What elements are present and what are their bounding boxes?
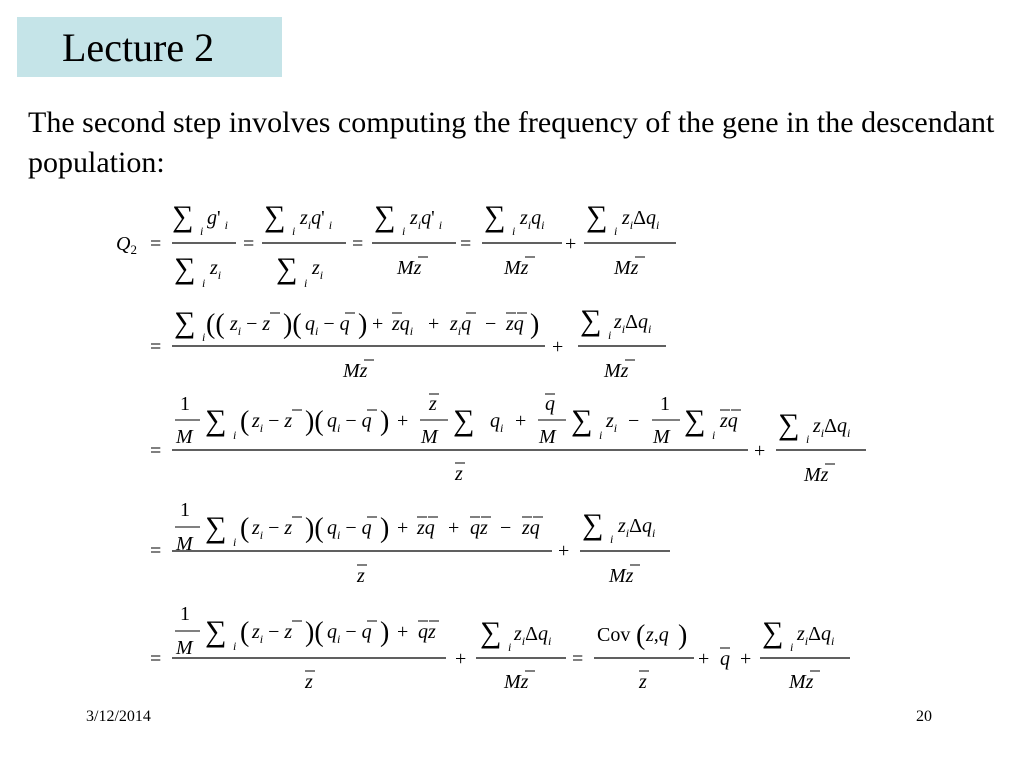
svg-text:∑: ∑ (374, 200, 396, 233)
svg-text:Mz: Mz (504, 671, 529, 693)
equation-row-2 (150, 304, 666, 382)
svg-text:∑: ∑ (484, 200, 506, 233)
svg-text:z,q: z,q (646, 624, 669, 646)
svg-text:i: i (608, 328, 612, 342)
svg-text:∑: ∑ (205, 615, 227, 648)
svg-text:zi: $z_i$ (210, 257, 222, 282)
svg-text:+: + (565, 233, 577, 255)
svg-text:+: + (397, 517, 409, 539)
svg-text:−: − (500, 517, 512, 539)
svg-text:qi − q: $q_i - q$ (327, 517, 372, 542)
svg-text:∑: ∑ (684, 404, 706, 437)
svg-text:∑: ∑ (571, 404, 593, 437)
svg-text:+: + (740, 648, 752, 670)
svg-text:+: + (552, 336, 564, 358)
svg-text:): ) (678, 620, 688, 651)
svg-text:i: i (712, 428, 716, 442)
svg-text:zqi: $zq_i$ (392, 313, 414, 338)
svg-text:M: M (539, 426, 556, 448)
svg-text:∑: ∑ (174, 306, 196, 339)
svg-text:=: = (460, 233, 472, 255)
svg-text:i: i (233, 535, 237, 549)
svg-text:i: i (599, 428, 603, 442)
svg-text:)(: )( (305, 406, 324, 437)
svg-text:i: i (202, 276, 206, 290)
svg-text:zq: zq (417, 517, 435, 539)
svg-text:∑: ∑ (276, 252, 298, 285)
svg-text:zq: zq (506, 313, 524, 335)
svg-text:i: i (292, 224, 296, 238)
svg-text:−: − (628, 410, 640, 432)
svg-text:∑: ∑ (205, 404, 227, 437)
svg-text:∑: ∑ (762, 616, 784, 649)
svg-text:M: M (176, 637, 193, 659)
slide-title: Lecture 2 (62, 25, 215, 70)
svg-text:qz: qz (418, 621, 436, 643)
svg-text:=: = (150, 540, 162, 562)
svg-text:=: = (243, 233, 255, 255)
svg-text:i: i (304, 276, 308, 290)
svg-text:): ) (380, 406, 390, 437)
svg-text:−: − (485, 313, 497, 335)
svg-text:(: ( (240, 617, 250, 648)
svg-text:∑: ∑ (174, 252, 196, 285)
svg-text:M: M (421, 426, 438, 448)
svg-text:Q2: $Q_2$ (116, 233, 137, 257)
svg-text:): ) (358, 309, 368, 340)
svg-text:+: + (397, 621, 409, 643)
svg-text:ziΔqi: $z_i\Delta q_i$ (614, 311, 652, 336)
svg-text:g'i: g' $_i$ (207, 207, 228, 232)
equation-row-5 (150, 603, 850, 693)
svg-text:=: = (150, 440, 162, 462)
svg-text:Cov: Cov (597, 624, 631, 646)
svg-text:): ) (380, 617, 390, 648)
svg-text:Mz: Mz (609, 565, 634, 587)
svg-text:zq: zq (720, 410, 738, 432)
svg-text:)(: )( (305, 513, 324, 544)
equation-row-3 (150, 393, 866, 486)
svg-text:∑: ∑ (172, 200, 194, 233)
svg-text:z: z (639, 671, 647, 693)
svg-text:i: i (200, 224, 204, 238)
svg-text:)(: )( (305, 617, 324, 648)
svg-text:ziΔqi: $z_i\Delta q_i$ (797, 623, 835, 648)
svg-text:q: q (545, 393, 555, 415)
svg-text:)(: )( (283, 309, 302, 340)
svg-text:ziΔqi: $z_i\Delta q_i$ (622, 207, 660, 232)
svg-text:zi − z: $z_i - z$ (252, 621, 293, 646)
svg-text:zi − z: $z_i - z$ (252, 517, 293, 542)
svg-text:i: i (508, 640, 512, 654)
svg-text:i: i (233, 428, 237, 442)
footer-page-number: 20 (916, 708, 932, 725)
svg-text:∑: ∑ (264, 200, 286, 233)
svg-text:ziqi: $z_iq_i$ (520, 207, 545, 232)
svg-text:Mz: Mz (343, 360, 368, 382)
svg-text:(: ( (636, 620, 646, 651)
svg-text:∑: ∑ (582, 508, 604, 541)
svg-text:M: M (176, 533, 193, 555)
svg-text:+: + (455, 648, 467, 670)
svg-text:(: ( (240, 513, 250, 544)
svg-text:i: i (806, 432, 810, 446)
svg-text:M: M (653, 426, 670, 448)
svg-text:ziq: $z_iq$ (450, 313, 472, 338)
svg-text:∑: ∑ (205, 511, 227, 544)
svg-text:zi: $z_i$ (312, 257, 324, 282)
svg-text:+: + (448, 517, 460, 539)
equation-row-1 (116, 200, 676, 290)
svg-text:1: 1 (660, 393, 670, 415)
svg-text:Mz: Mz (504, 257, 529, 279)
svg-text:Mz: Mz (397, 257, 422, 279)
svg-text:qz: qz (470, 517, 488, 539)
svg-text:q: q (720, 648, 730, 670)
svg-text:qi − q: $q_i - q$ (327, 410, 372, 435)
svg-text:i: i (790, 640, 794, 654)
svg-text:i: i (233, 639, 237, 653)
equation-row-4 (150, 499, 670, 587)
svg-text:qi: $q_i$ (490, 410, 504, 435)
svg-text:+: + (515, 410, 527, 432)
svg-text:∑: ∑ (778, 408, 800, 441)
svg-text:∑: ∑ (453, 404, 475, 437)
svg-text:i: i (614, 224, 618, 238)
svg-text:=: = (572, 648, 584, 670)
svg-text:+: + (698, 648, 710, 670)
svg-text:Mz: Mz (789, 671, 814, 693)
svg-text:i: i (202, 330, 206, 344)
svg-text:z: z (455, 463, 463, 485)
svg-text:i: i (402, 224, 406, 238)
svg-text:ziq'i: $z_iq'$ $_i$ (410, 207, 443, 232)
svg-text:+: + (558, 540, 570, 562)
svg-text:zq: zq (522, 517, 540, 539)
svg-text:+: + (397, 410, 409, 432)
svg-text:∑: ∑ (586, 200, 608, 233)
svg-text:i: i (610, 532, 614, 546)
svg-text:=: = (150, 648, 162, 670)
svg-text:1: 1 (180, 603, 190, 625)
footer-date: 3/12/2014 (86, 708, 151, 725)
svg-text:zi: $z_i$ (606, 410, 618, 435)
svg-text:=: = (150, 233, 162, 255)
svg-text:qi − q: $q_i - q$ (327, 621, 372, 646)
svg-text:Mz: Mz (614, 257, 639, 279)
svg-text:+: + (372, 313, 384, 335)
svg-text:): ) (380, 513, 390, 544)
svg-text:z: z (305, 671, 313, 693)
svg-text:(: ( (240, 406, 250, 437)
svg-text:=: = (352, 233, 364, 255)
svg-text:zi − z: $z_i - z$ (230, 313, 271, 338)
svg-text:ziΔqi: $z_i\Delta q_i$ (813, 415, 851, 440)
svg-text:Mz: Mz (804, 464, 829, 486)
svg-text:qi − q: $q_i - q$ (305, 313, 350, 338)
body-text: The second step involves computing the frequency of the gene in the descendant population: (28, 106, 995, 179)
svg-text:i: i (512, 224, 516, 238)
svg-text:): ) (530, 309, 540, 340)
svg-text:z: z (429, 393, 437, 415)
svg-text:∑: ∑ (480, 616, 502, 649)
svg-text:1: 1 (180, 393, 190, 415)
svg-text:∑: ∑ (580, 304, 602, 337)
svg-text:zi − z: $z_i - z$ (252, 410, 293, 435)
svg-text:M: M (176, 426, 193, 448)
svg-text:ziΔqi: $z_i\Delta q_i$ (618, 515, 656, 540)
svg-text:Mz: Mz (604, 360, 629, 382)
svg-text:((: (( (206, 309, 225, 340)
svg-text:+: + (754, 440, 766, 462)
svg-text:ziq'i: $z_iq'$ $_i$ (300, 207, 333, 232)
svg-text:=: = (150, 336, 162, 358)
svg-text:ziΔqi: $z_i\Delta q_i$ (514, 623, 552, 648)
svg-text:1: 1 (180, 499, 190, 521)
svg-text:z: z (357, 565, 365, 587)
svg-text:+: + (428, 313, 440, 335)
